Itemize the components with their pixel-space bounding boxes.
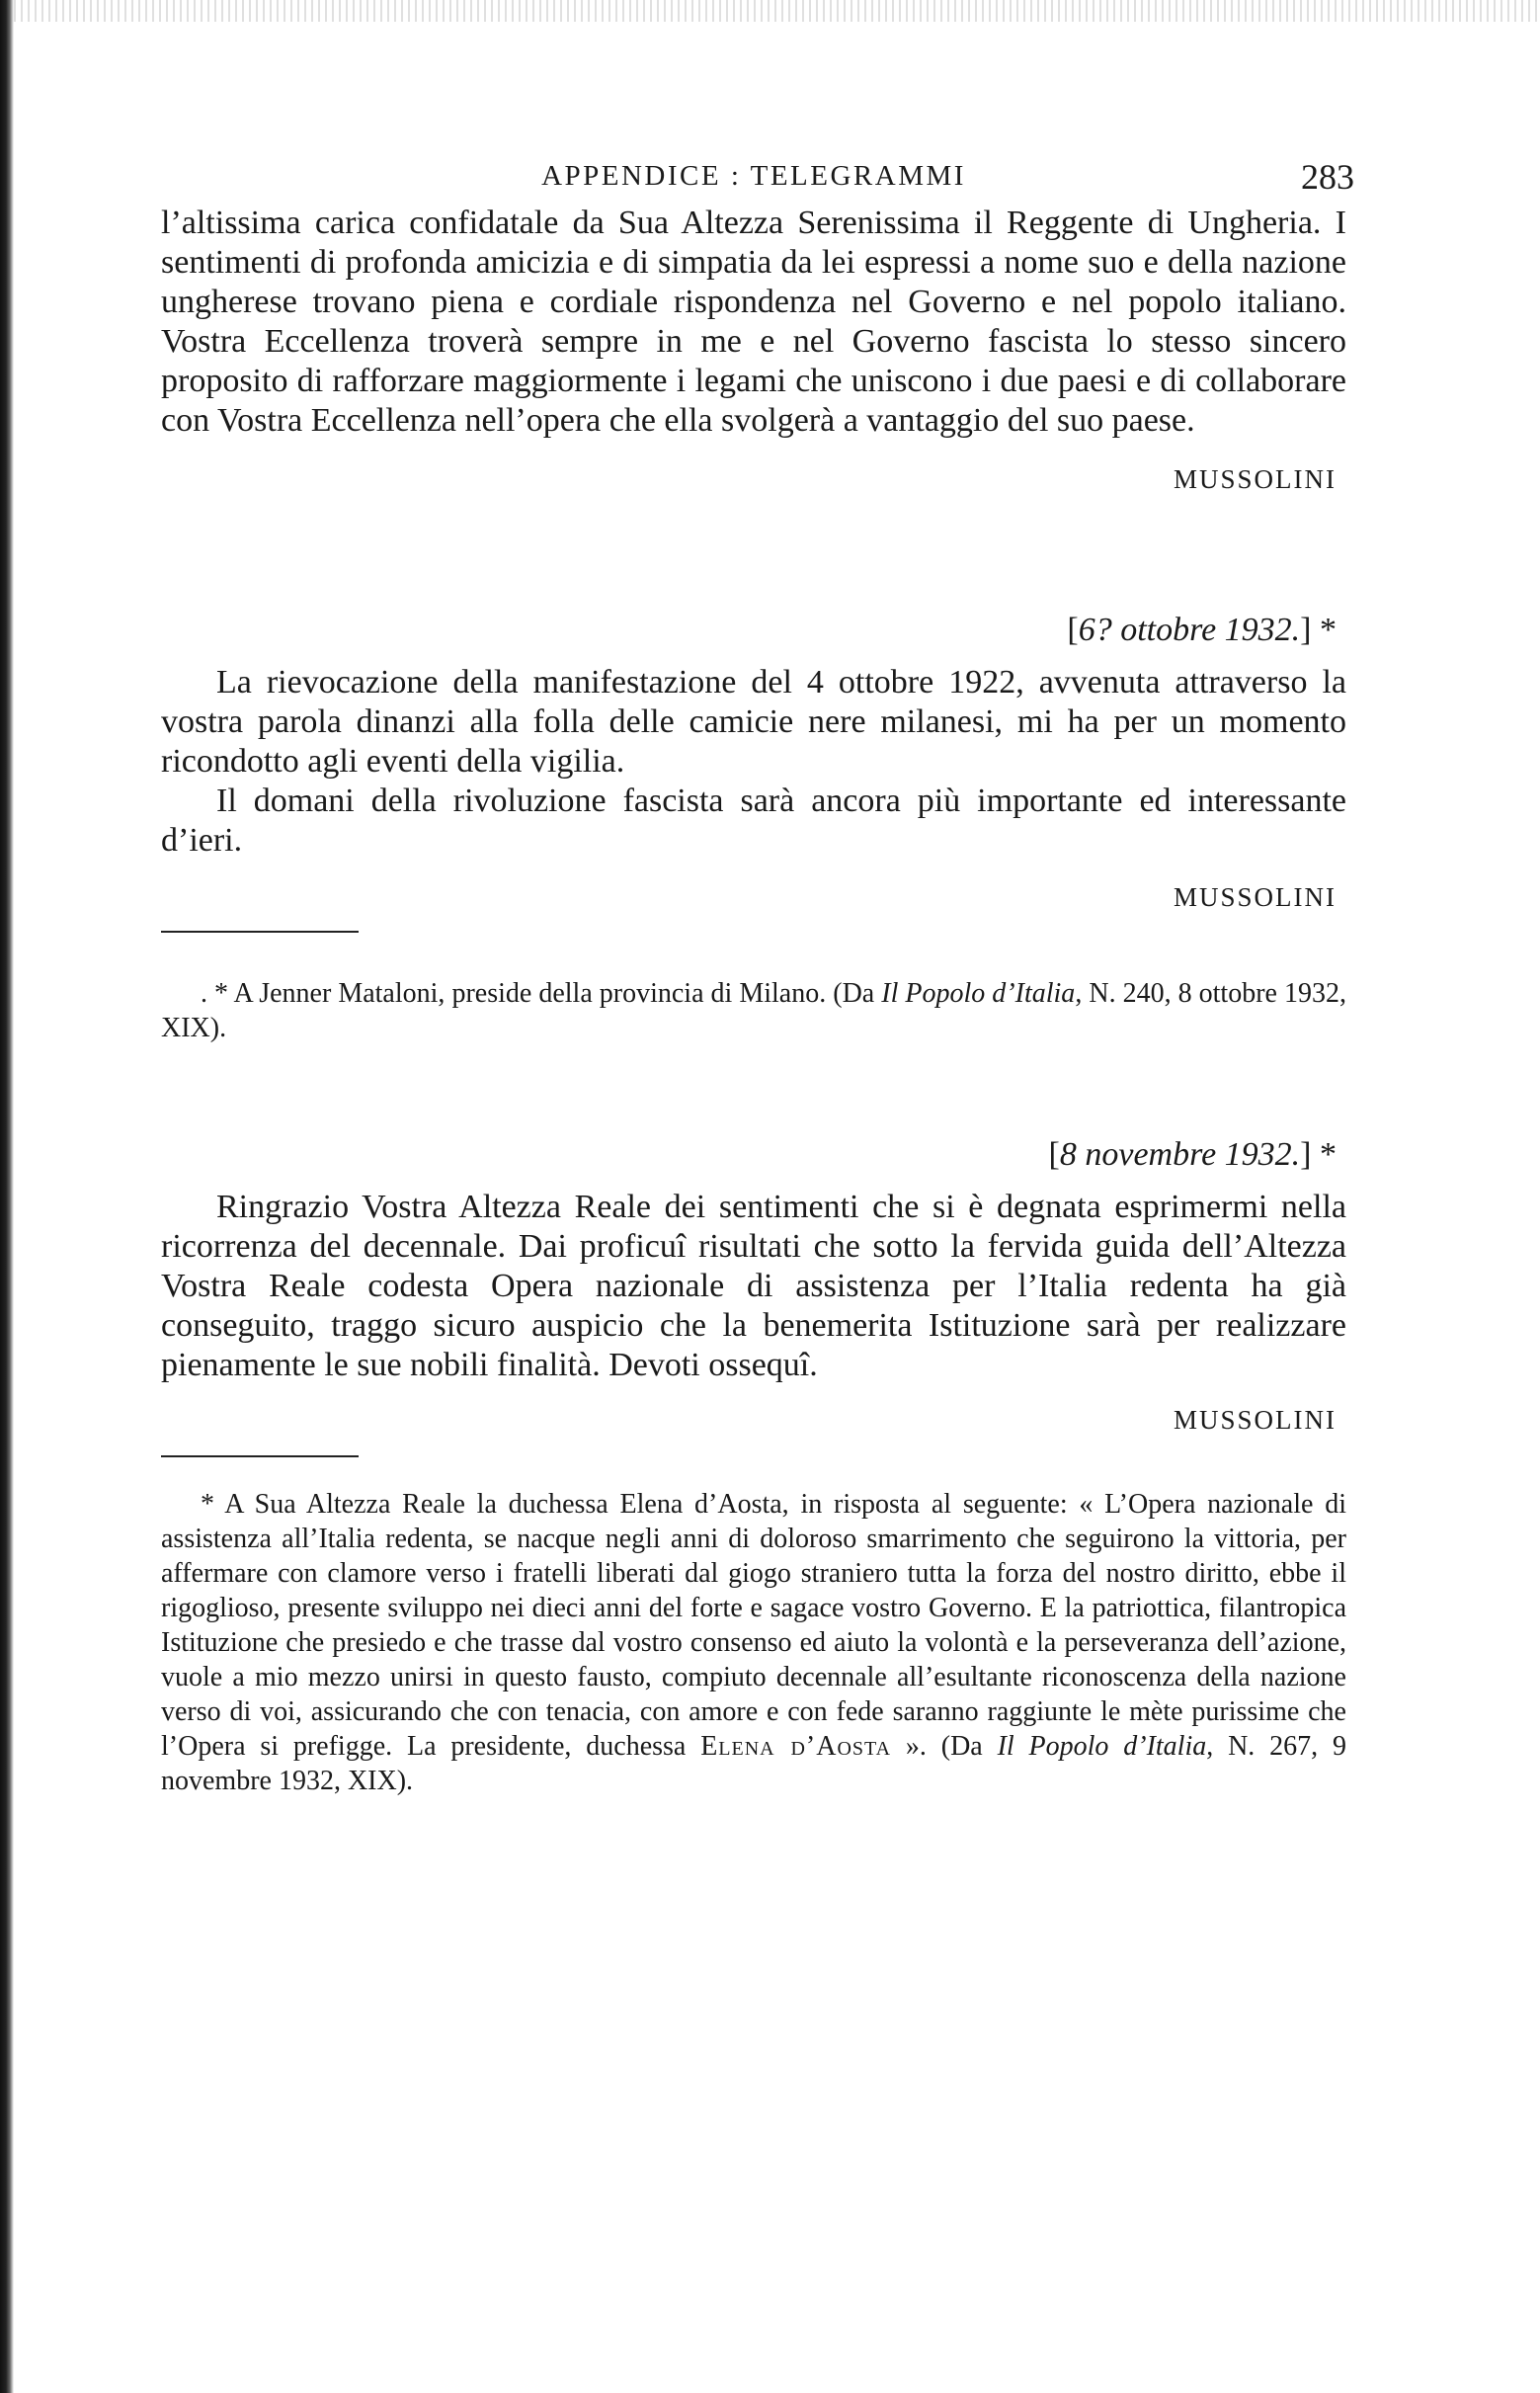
telegram-2-paragraph-1: La rievocazione della manifestazione del 4 ottobre 1922, avvenuta attraverso la vostra parola dinanzi alla folla delle camicie nere milanesi, mi ha per un momento ricondotto agli eventi della vigilia. bbox=[161, 664, 1346, 780]
telegram-1-text: l’altissima carica confidatale da Sua Altezza Serenissima il Reggente di Ungheria. I sentimenti di profonda amicizia e di simpatia da lei espressi a nome suo e della nazione ungherese trovano piena e cordiale rispondenza nel Governo e nel popolo italiano. Vostra Eccellenza troverà sempre in me e nel Governo fascista lo stesso sincero proposito di rafforzare maggiormente i legami che uniscono i due paesi e di collaborare con Vostra Eccellenza nell’opera che ella svolgerà a vantaggio del suo paese. bbox=[161, 205, 1346, 439]
dateline-date: 6? ottobre 1932. bbox=[1078, 612, 1301, 648]
telegram-3-text: Ringrazio Vostra Altezza Reale dei sentimenti che si è degnata esprimermi nella ricorrenza del decennale. Dai proficuî risultati che sotto la fervida guida dell’Altezza Vostra Reale codesta Opera nazionale di assistenza per l’Italia redenta ha già conseguito, traggo sicuro auspicio che la benemerita Istituzione sarà per realizzare pienamente le sue nobili finalità. Devoti ossequî. bbox=[161, 1189, 1346, 1383]
footnote-source: Il Popolo d’Italia bbox=[881, 978, 1076, 1009]
footnote-text: * A Sua Altezza Reale la duchessa Elena d’Aosta, in risposta al seguente: « L’Opera nazionale di assistenza all’Italia redenta, se nacque negli anni di doloroso smarrimento che seguirono la vittoria, per affermare con clamore verso i fratelli liberati dal giogo straniero tutta la forza del nostro diritto, ebbe il rigoglioso, presente sviluppo nei dieci anni del forte e sagace vostro Governo. E la patriottica, filantropica Istituzione che presiedo e che trasse dal vostro consenso ed aiuto la volontà e la perseveranza dell’azione, vuole a mio mezzo unirsi in questo fausto, compiuto decennale all’esultante riconoscenza della nazione verso di voi, assicurando che con tenacia, con amore e con fede saranno raggiunte le mète purissime che l’Opera si prefigge. La presidente, duchessa bbox=[161, 1489, 1346, 1762]
footnote-rule bbox=[161, 931, 359, 933]
telegram-3-dateline bbox=[161, 1136, 1346, 1174]
running-title: APPENDICE : TELEGRAMMI bbox=[541, 160, 966, 192]
dateline-close-bracket: ] * bbox=[1300, 612, 1337, 648]
telegram-2-signature: MUSSOLINI bbox=[1173, 882, 1337, 912]
dateline-open-bracket: [ bbox=[1067, 612, 1079, 648]
scan-shadow-left bbox=[0, 0, 14, 2393]
footnote-signer: Elena d’Aosta bbox=[700, 1731, 892, 1762]
footnote-text-end: ». (Da bbox=[891, 1731, 998, 1762]
footnote-text: . * A Jenner Mataloni, preside della provincia di Milano. (Da bbox=[201, 978, 882, 1009]
telegram-2-dateline bbox=[161, 612, 1346, 649]
running-head bbox=[161, 148, 1354, 198]
footnote-rule bbox=[161, 1455, 359, 1457]
scan-noise-top bbox=[14, 0, 1540, 22]
telegram-2-paragraph-2: Il domani della rivoluzione fascista sarà ancora più importante ed interessante d’ieri. bbox=[161, 783, 1346, 859]
telegram-3-footnote bbox=[161, 1487, 1346, 1798]
dateline-date: 8 novembre 1932. bbox=[1059, 1136, 1301, 1173]
telegram-2-footnote bbox=[161, 976, 1346, 1045]
dateline-open-bracket: [ bbox=[1048, 1136, 1060, 1173]
footnote-citation: , N. 240, 8 ottobre 1932, XIX). bbox=[161, 978, 1346, 1043]
page-number: 283 bbox=[1301, 157, 1354, 197]
footnote-source: Il Popolo d’Italia bbox=[997, 1731, 1207, 1762]
footnote-citation: , N. 267, 9 novembre 1932, XIX). bbox=[161, 1731, 1346, 1796]
dateline-close-bracket: ] * bbox=[1300, 1136, 1337, 1173]
book-page bbox=[161, 148, 1354, 1798]
telegram-1-signature: MUSSOLINI bbox=[1173, 464, 1337, 494]
telegram-3-signature: MUSSOLINI bbox=[1173, 1405, 1337, 1435]
